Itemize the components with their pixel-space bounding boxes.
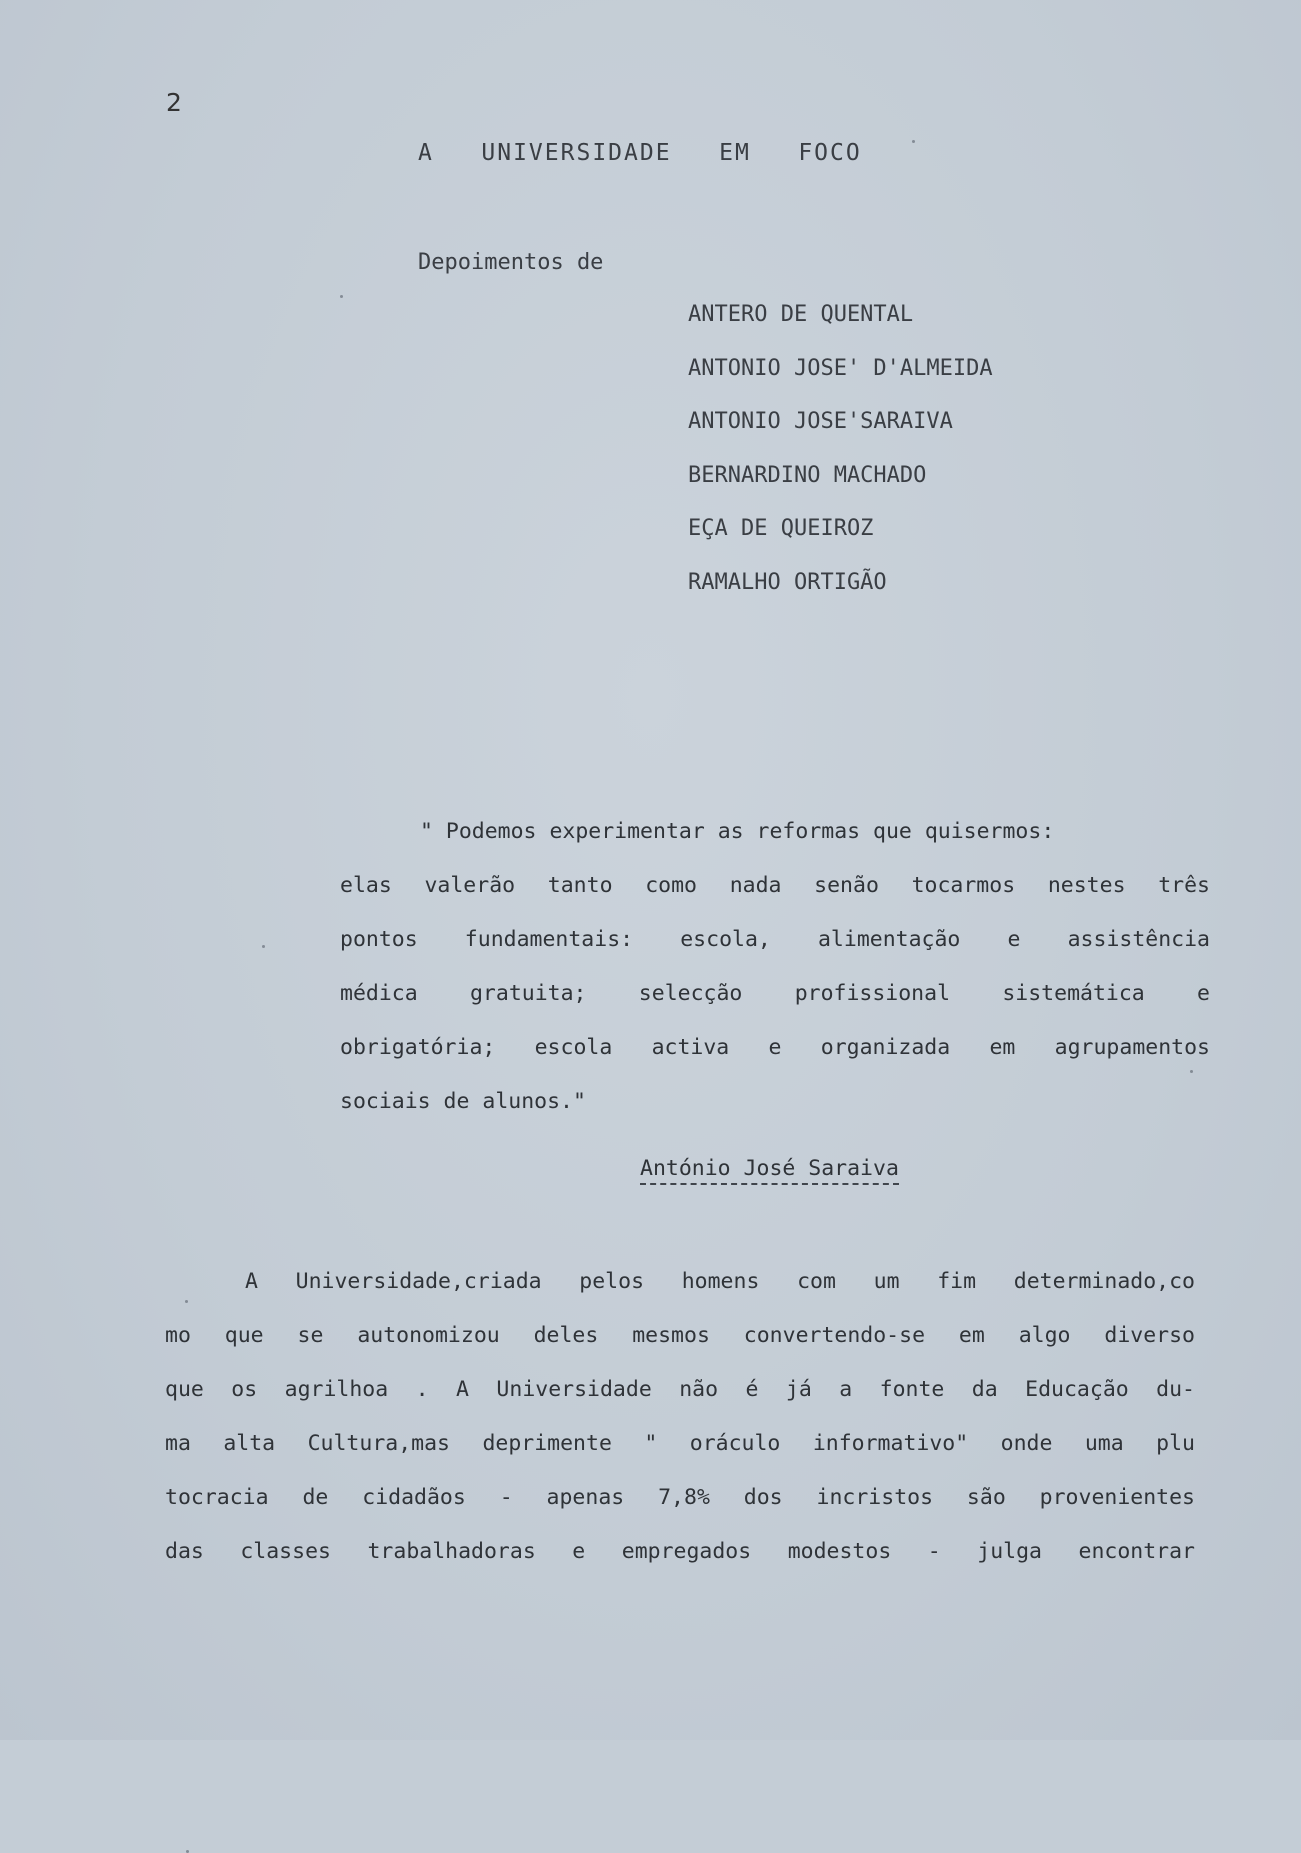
body-line: mo que se autonomizou deles mesmos convertendo-se em algo diverso bbox=[165, 1323, 1195, 1348]
author-list bbox=[688, 298, 993, 619]
quote-block bbox=[340, 812, 1210, 1136]
author-item: BERNARDINO MACHADO bbox=[688, 462, 927, 488]
quote-line: médica gratuita; selecção profissional sistemática e bbox=[340, 981, 1210, 1006]
quote-line: obrigatória; escola activa e organizada em agrupamentos bbox=[340, 1035, 1210, 1060]
author-item: EÇA DE QUEIROZ bbox=[688, 516, 874, 541]
quote-attribution: António José Saraiva bbox=[640, 1156, 899, 1185]
author-item: ANTONIO JOSE' D'ALMEIDA bbox=[688, 355, 993, 381]
body-line: ma alta Cultura,mas deprimente " oráculo informativo" onde uma plu bbox=[165, 1431, 1195, 1456]
author-item: RAMALHO ORTIGÃO bbox=[688, 569, 887, 595]
body-line: tocracia de cidadãos - apenas 7,8% dos incristos são provenientes bbox=[165, 1485, 1195, 1510]
body-line: que os agrilhoa . A Universidade não é já a fonte da Educação du- bbox=[165, 1377, 1195, 1402]
page-title: A UNIVERSIDADE EM FOCO bbox=[418, 140, 862, 166]
quote-line: pontos fundamentais: escola, alimentação e assistência bbox=[340, 927, 1210, 952]
paper-speck bbox=[340, 295, 343, 298]
body-line: A Universidade,criada pelos homens com um fim determinado,co bbox=[245, 1269, 1195, 1294]
paper-speck bbox=[912, 140, 915, 143]
paper-speck bbox=[262, 945, 265, 948]
quote-line: sociais de alunos." bbox=[340, 1089, 586, 1114]
page-number: 2 bbox=[166, 88, 182, 117]
author-item: ANTONIO JOSE'SARAIVA bbox=[688, 409, 953, 434]
body-paragraph bbox=[165, 1262, 1195, 1586]
author-item: ANTERO DE QUENTAL bbox=[688, 302, 914, 327]
intro-text: Depoimentos de bbox=[418, 250, 604, 275]
quote-line: " Podemos experimentar as reformas que quisermos: bbox=[420, 819, 1055, 844]
body-line: das classes trabalhadoras e empregados modestos - julga encontrar bbox=[165, 1539, 1195, 1564]
quote-line: elas valerão tanto como nada senão tocarmos nestes três bbox=[340, 873, 1210, 898]
